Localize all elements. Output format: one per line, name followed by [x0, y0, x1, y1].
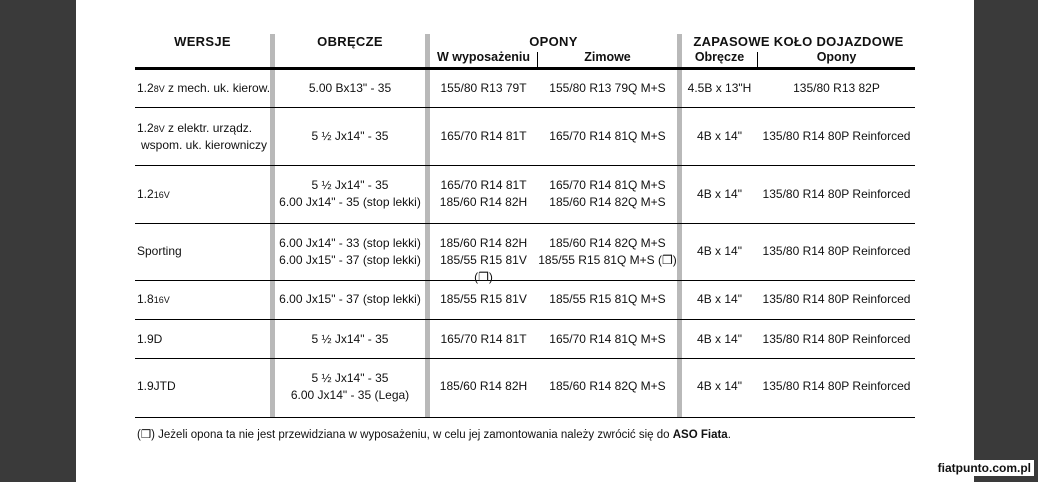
winter-tyre-cell: 185/60 R14 82Q M+S — [549, 236, 666, 250]
spare-rims-cell: 4B x 14" — [697, 129, 742, 143]
standard-tyre-cell: 155/80 R13 79T — [440, 81, 527, 95]
standard-tyre-cell: 165/70 R14 81T — [440, 129, 527, 143]
rims-cell: 5 ½ Jx14" - 35 — [311, 129, 389, 143]
row-rule — [135, 417, 915, 418]
row-rule — [135, 165, 915, 166]
spare-rims-cell: 4.5B x 13"H — [687, 81, 752, 95]
footnote: (❒) Jeżeli opona ta nie jest przewidziana w wyposażeniu, w celu jej zamontowania należy zwrócić się do ASO Fiata. — [137, 429, 731, 441]
rims-cell: 6.00 Jx14" - 35 (Lega) — [290, 388, 410, 402]
spare-tyres-cell: 135/80 R13 82P — [793, 81, 880, 95]
header-rule — [135, 67, 915, 70]
spare-rims-cell: 4B x 14" — [697, 379, 742, 393]
winter-tyre-cell: 185/55 R15 81Q M+S (❒) — [538, 253, 677, 267]
standard-tyre-cell: 165/70 R14 81T — [440, 178, 527, 192]
spare-tyres-cell: 135/80 R14 80P Reinforced — [762, 332, 911, 346]
spare-tyres-cell: 135/80 R14 80P Reinforced — [762, 244, 911, 258]
rims-cell: 5 ½ Jx14" - 35 — [311, 178, 389, 192]
header-rims: OBRĘCZE — [317, 34, 383, 49]
row-rule — [135, 358, 915, 359]
rims-cell: 5 ½ Jx14" - 35 — [311, 371, 389, 385]
watermark: fiatpunto.com.pl — [935, 460, 1034, 476]
spare-rims-cell: 4B x 14" — [697, 244, 742, 258]
right-margin — [974, 0, 1038, 482]
version-cell-line2: wspom. uk. kierowniczy — [141, 138, 268, 152]
header-spare: ZAPASOWE KOŁO DOJAZDOWE — [693, 34, 904, 49]
row-rule — [135, 107, 915, 108]
subheader-divider — [757, 52, 758, 67]
winter-tyre-cell: 185/55 R15 81Q M+S — [549, 292, 666, 306]
header-tyres: OPONY — [529, 34, 578, 49]
header-tyres-standard: W wyposażeniu — [436, 50, 531, 64]
winter-tyre-cell: 165/70 R14 81Q M+S — [549, 332, 666, 346]
spare-tyres-cell: 135/80 R14 80P Reinforced — [762, 129, 911, 143]
version-cell: Sporting — [137, 244, 182, 258]
spare-tyres-cell: 135/80 R14 80P Reinforced — [762, 187, 911, 201]
standard-tyre-cell: 185/60 R14 82H — [439, 236, 528, 250]
header-tyres-winter: Zimowe — [584, 50, 631, 64]
header-versions: WERSJE — [174, 34, 231, 49]
row-rule — [135, 223, 915, 224]
spare-tyres-cell: 135/80 R14 80P Reinforced — [762, 292, 911, 306]
winter-tyre-cell: 155/80 R13 79Q M+S — [549, 81, 666, 95]
rims-cell: 6.00 Jx14" - 35 (stop lekki) — [279, 195, 421, 209]
version-cell: 1.9JTD — [137, 379, 176, 393]
standard-tyre-cell: 185/55 R15 81V — [440, 292, 527, 306]
rims-cell: 5.00 Bx13" - 35 — [308, 81, 392, 95]
version-cell: 1.216V — [137, 187, 170, 201]
header-spare-tyres: Opony — [816, 50, 857, 64]
standard-tyre-cell: 165/70 R14 81T — [440, 332, 527, 346]
rims-cell: 5 ½ Jx14" - 35 — [311, 332, 389, 346]
winter-tyre-cell: 185/60 R14 82Q M+S — [549, 195, 666, 209]
spare-rims-cell: 4B x 14" — [697, 187, 742, 201]
spare-rims-cell: 4B x 14" — [697, 292, 742, 306]
header-spare-rims: Obręcze — [694, 50, 745, 64]
standard-tyre-cell: 185/60 R14 82H — [439, 195, 528, 209]
rims-cell: 6.00 Jx15" - 37 (stop lekki) — [279, 292, 421, 306]
row-rule — [135, 319, 915, 320]
standard-tyre-cell: 185/60 R14 82H — [439, 379, 528, 393]
spare-rims-cell: 4B x 14" — [697, 332, 742, 346]
spare-tyres-cell: 135/80 R14 80P Reinforced — [762, 379, 911, 393]
version-cell: 1.28V z elektr. urządz. — [137, 121, 253, 135]
standard-tyre-cell: 185/55 R15 81V (❒) — [440, 253, 527, 284]
winter-tyre-cell: 185/60 R14 82Q M+S — [549, 379, 666, 393]
version-cell: 1.816V — [137, 292, 170, 306]
rims-cell: 6.00 Jx14" - 33 (stop lekki) — [279, 236, 421, 250]
version-cell: 1.9D — [137, 332, 163, 346]
version-cell: 1.28V z mech. uk. kierow. — [137, 81, 271, 95]
winter-tyre-cell: 165/70 R14 81Q M+S — [549, 178, 666, 192]
rims-cell: 6.00 Jx15" - 37 (stop lekki) — [279, 253, 421, 267]
subheader-divider — [537, 52, 538, 67]
winter-tyre-cell: 165/70 R14 81Q M+S — [549, 129, 666, 143]
